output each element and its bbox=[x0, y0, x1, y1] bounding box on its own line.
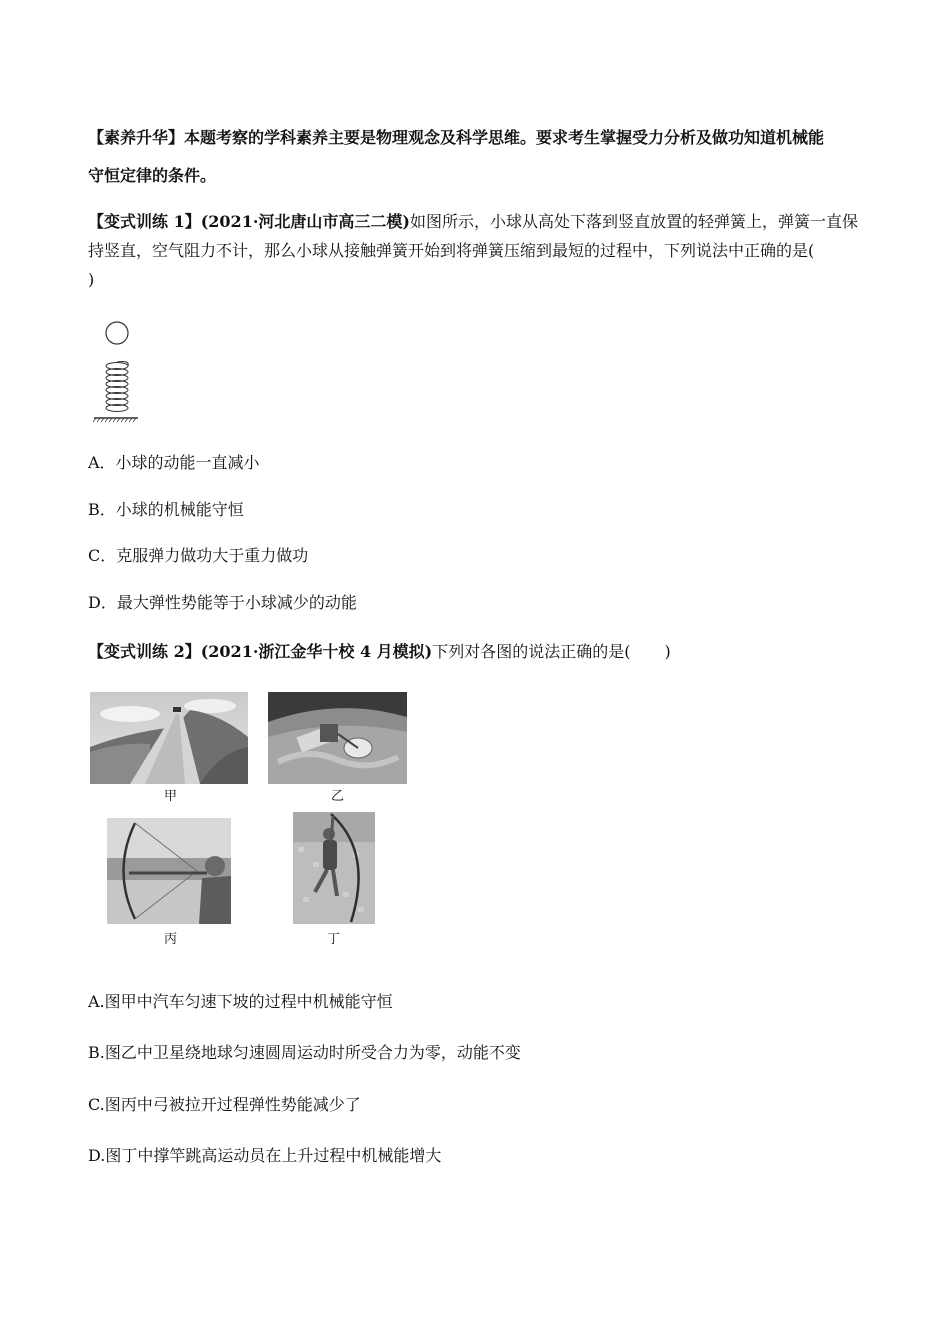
caption-jia: 甲 bbox=[164, 789, 178, 804]
intro-section bbox=[88, 121, 870, 193]
question-1-option-c: C．克服弹力做功大于重力做功 bbox=[88, 546, 309, 565]
question-2-text-end: ) bbox=[664, 642, 671, 661]
spring-ball-figure bbox=[90, 318, 140, 428]
intro-line-1: 【素养升华】本题考察的学科素养主要是物理观念及科学思维。要求考生掌握受力分析及做功知道机械能 bbox=[88, 128, 825, 147]
question-2-text: 下列对各图的说法正确的是( bbox=[432, 642, 631, 661]
photo-bing-archer bbox=[107, 818, 231, 924]
spring-ball-diagram bbox=[90, 318, 140, 428]
question-2-tag: 【变式训练 2】 bbox=[88, 642, 201, 661]
photo-yi-satellite bbox=[268, 692, 407, 784]
question-1-option-a: A．小球的动能一直减小 bbox=[88, 453, 260, 472]
caption-yi: 乙 bbox=[331, 789, 345, 804]
caption-bing: 丙 bbox=[164, 932, 178, 947]
spring bbox=[106, 362, 128, 412]
caption-ding: 丁 bbox=[327, 932, 341, 947]
question-1-option-b: B．小球的机械能守恒 bbox=[88, 500, 244, 519]
question-2-option-d: D.图丁中撑竿跳高运动员在上升过程中机械能增大 bbox=[88, 1146, 442, 1165]
question-1-source: (2021·河北唐山市高三二模) bbox=[200, 212, 410, 231]
question-1-tag: 【变式训练 1】 bbox=[88, 212, 201, 231]
question-2-option-a: A.图甲中汽车匀速下坡的过程中机械能守恒 bbox=[88, 992, 393, 1011]
question-2-source: (2021·浙江金华十校 4 月模拟) bbox=[200, 642, 433, 661]
question-1-stem bbox=[88, 207, 870, 294]
question-2-option-c: C.图丙中弓被拉开过程弹性势能减少了 bbox=[88, 1095, 361, 1114]
photo-jia-car-downhill bbox=[90, 692, 248, 784]
question-1-text: 如图所示，小球从高处下落到竖直放置的轻弹簧上，弹簧一直保持竖直，空气阻力不计，那么小球从接触弹簧开始到将弹簧压缩到最短的过程中，下列说法中正确的是( bbox=[88, 212, 858, 260]
photo-ding-pole-vault bbox=[293, 812, 375, 924]
ball bbox=[106, 322, 128, 344]
question-1-text-end: ) bbox=[88, 270, 95, 289]
question-2-option-b: B.图乙中卫星绕地球匀速圆周运动时所受合力为零，动能不变 bbox=[88, 1043, 521, 1062]
question-1-option-d: D．最大弹性势能等于小球减少的动能 bbox=[88, 593, 357, 612]
intro-line-2: 守恒定律的条件。 bbox=[88, 166, 217, 185]
question-2-stem bbox=[88, 640, 671, 664]
